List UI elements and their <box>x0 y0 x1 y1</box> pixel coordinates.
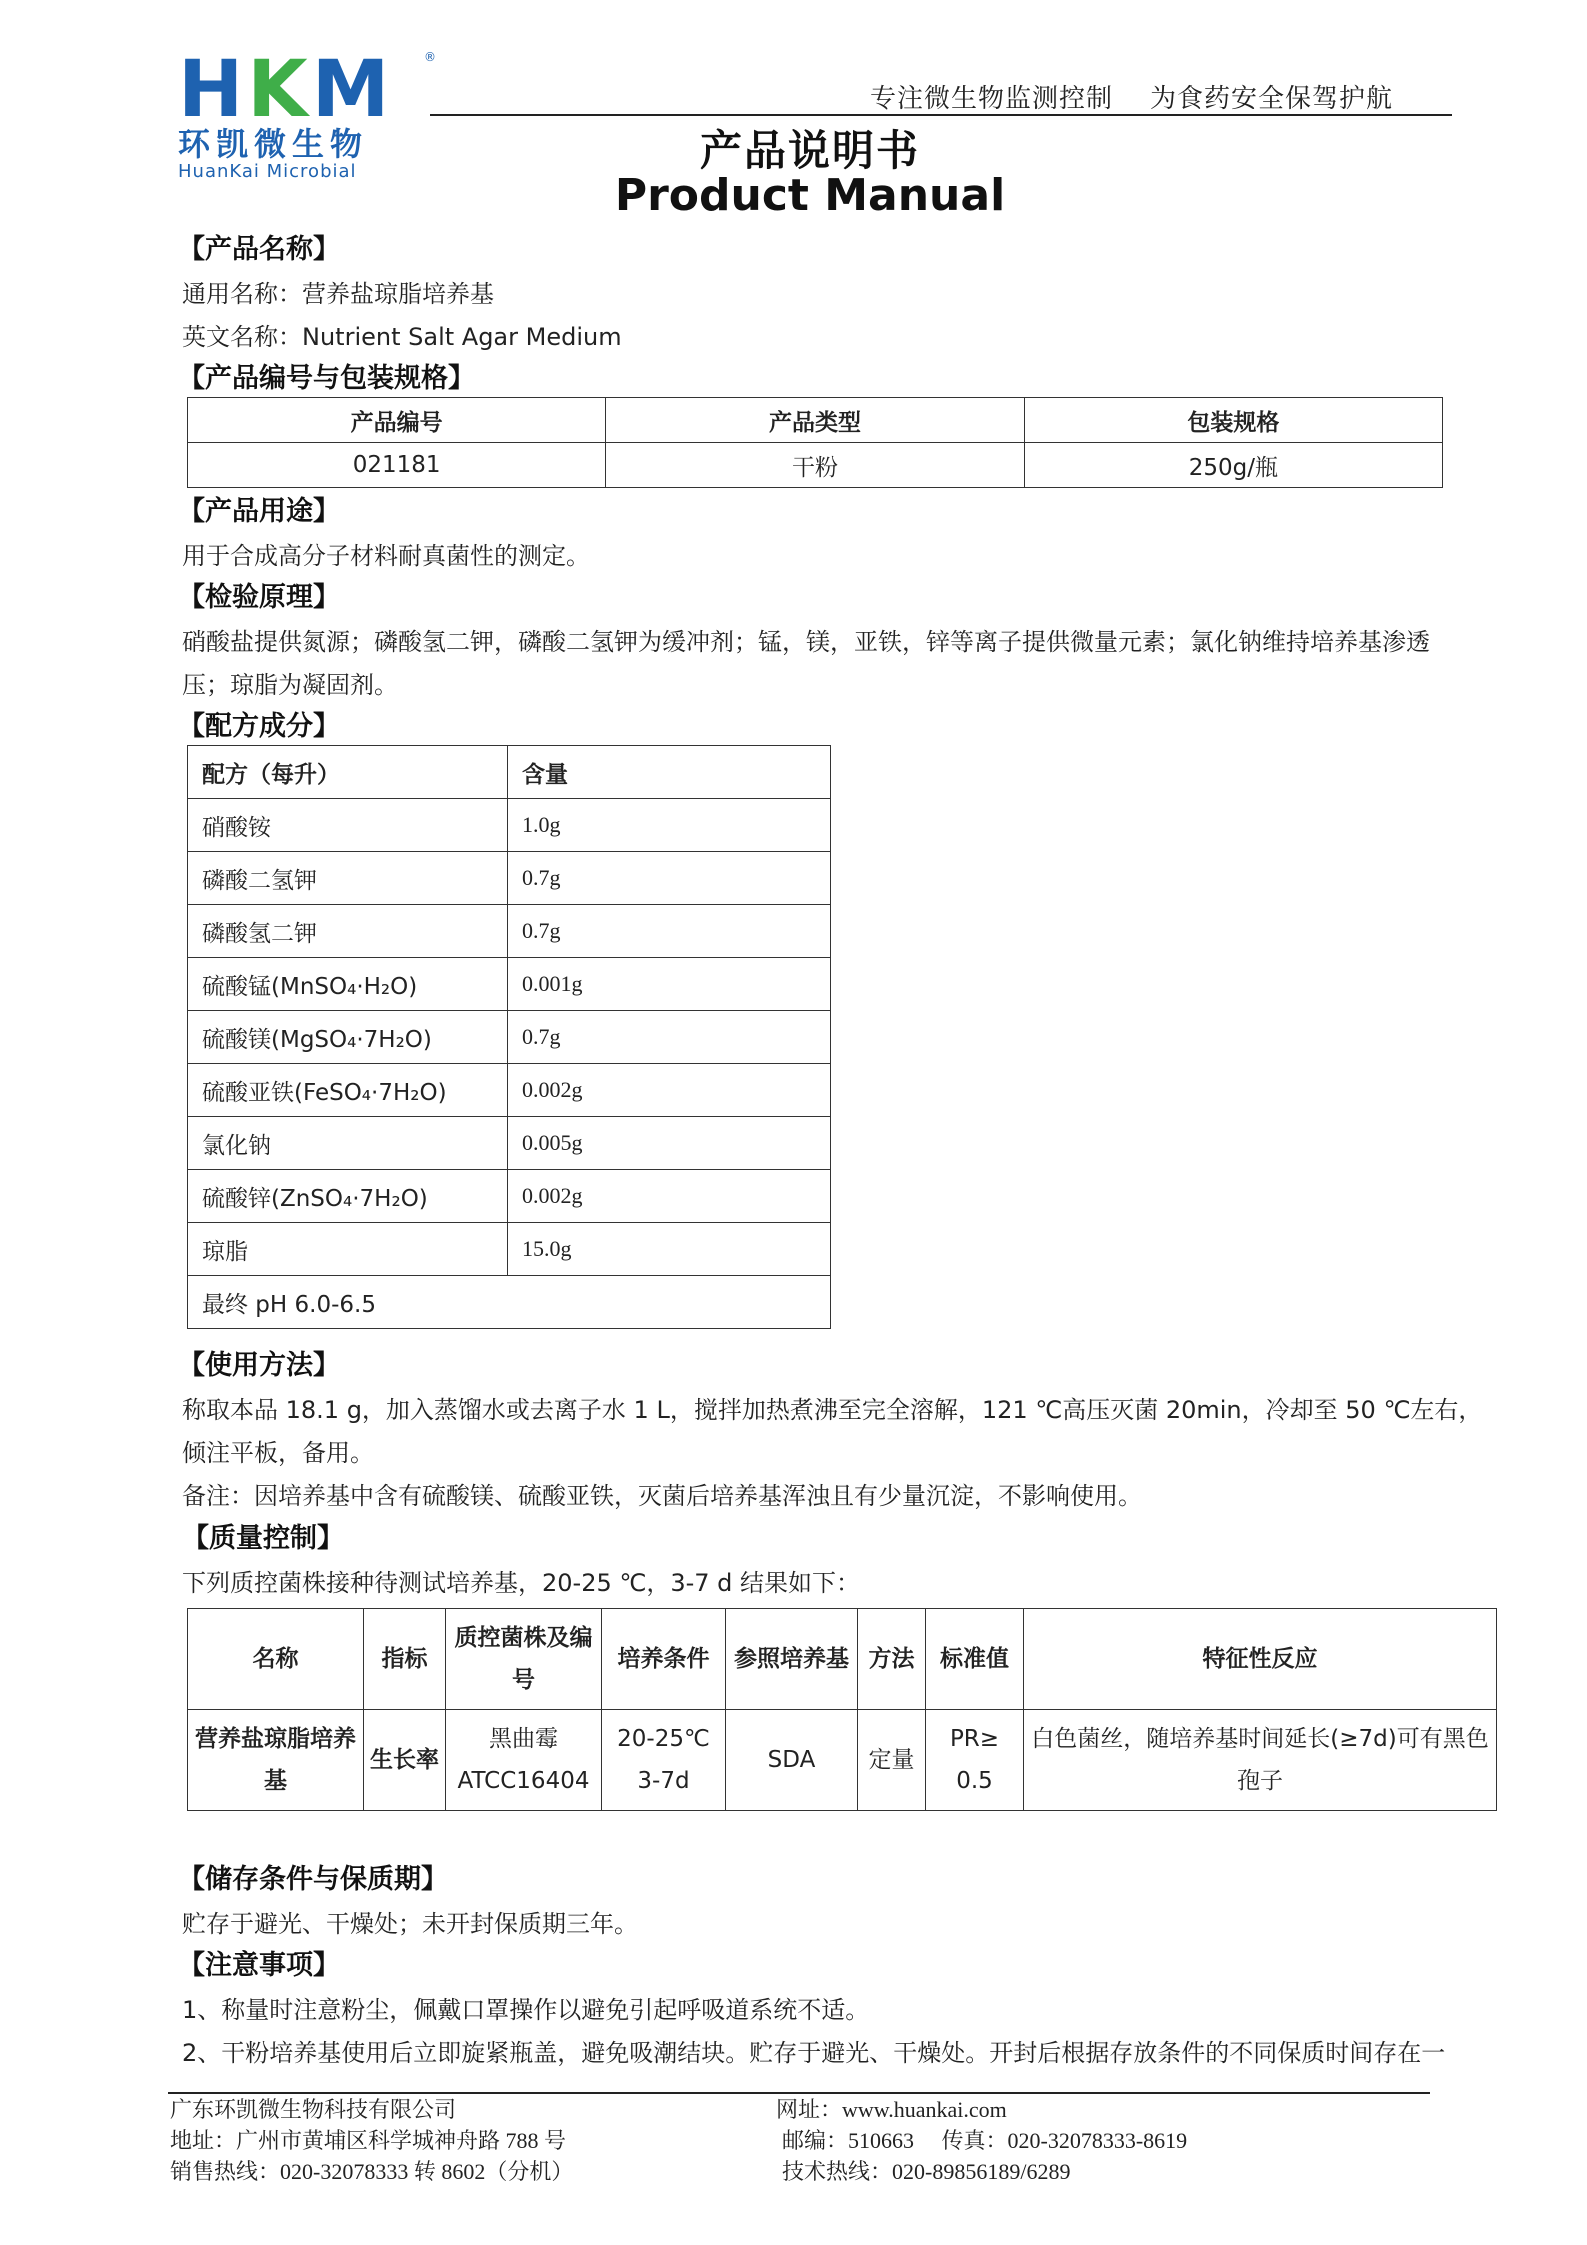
product-type: 干粉 <box>606 443 1024 488</box>
qc-method: 定量 <box>858 1710 926 1811</box>
header-cell: 参照培养基 <box>726 1609 858 1710</box>
formula-table <box>187 745 831 1329</box>
qc-name: 营养盐琼脂培养基 <box>188 1710 364 1811</box>
section-heading-code: 【产品编号与包装规格】 <box>178 363 475 394</box>
table-row <box>188 443 1443 488</box>
registered-icon: ® <box>424 50 436 64</box>
product-code: 021181 <box>188 443 606 488</box>
ingredient-amount: 15.0g <box>508 1223 831 1276</box>
note-2: 2、干粉培养基使用后立即旋紧瓶盖，避免吸潮结块。贮存于避光、干燥处。开封后根据存放条件的不同保质时间存在一 <box>182 2039 1446 2067</box>
header-cell: 特征性反应 <box>1024 1609 1497 1710</box>
logo-chinese-name: 环凯微生物 <box>178 125 369 163</box>
ingredient-name: 硫酸锰(MnSO₄·H₂O) <box>188 958 508 1011</box>
title-chinese: 产品说明书 <box>699 126 920 175</box>
section-heading-qc: 【质量控制】 <box>182 1523 344 1554</box>
ingredient-name: 氯化钠 <box>188 1117 508 1170</box>
ingredient-amount: 0.002g <box>508 1170 831 1223</box>
footer-address: 地址：广州市黄埔区科学城神舟路 788 号 <box>170 2128 567 2153</box>
header-cell: 配方（每升） <box>188 746 508 799</box>
ingredient-amount: 0.7g <box>508 852 831 905</box>
english-name: 英文名称：Nutrient Salt Agar Medium <box>182 323 622 351</box>
header-cell: 名称 <box>188 1609 364 1710</box>
header-cell: 包装规格 <box>1024 398 1442 443</box>
header-cell: 含量 <box>508 746 831 799</box>
method-note: 备注：因培养基中含有硫酸镁、硫酸亚铁，灭菌后培养基浑浊且有少量沉淀，不影响使用。 <box>182 1482 1142 1510</box>
table-header-row <box>188 398 1443 443</box>
section-heading-notes: 【注意事项】 <box>178 1950 340 1981</box>
ingredient-name: 磷酸氢二钾 <box>188 905 508 958</box>
header-cell: 标准值 <box>926 1609 1024 1710</box>
ingredient-name: 磷酸二氢钾 <box>188 852 508 905</box>
note-1: 1、称量时注意粉尘，佩戴口罩操作以避免引起呼吸道系统不适。 <box>182 1996 870 2024</box>
ingredient-name: 硝酸铵 <box>188 799 508 852</box>
qc-indicator: 生长率 <box>364 1710 446 1811</box>
qc-condition: 20-25℃ 3-7d <box>602 1710 726 1811</box>
table-row <box>188 1276 831 1329</box>
ingredient-name: 硫酸锌(ZnSO₄·7H₂O) <box>188 1170 508 1223</box>
section-heading-name: 【产品名称】 <box>178 234 340 265</box>
section-heading-usage: 【产品用途】 <box>178 496 340 527</box>
qc-intro: 下列质控菌株接种待测试培养基，20-25 ℃，3-7 d 结果如下： <box>182 1569 861 1597</box>
header-cell: 培养条件 <box>602 1609 726 1710</box>
table-row <box>188 905 831 958</box>
table-header-row <box>188 746 831 799</box>
package-spec: 250g/瓶 <box>1024 443 1442 488</box>
table-row <box>188 1011 831 1064</box>
qc-reference: SDA <box>726 1710 858 1811</box>
ingredient-amount: 0.002g <box>508 1064 831 1117</box>
ingredient-amount: 0.7g <box>508 1011 831 1064</box>
qc-reaction: 白色菌丝，随培养基时间延长(≥7d)可有黑色孢子 <box>1024 1710 1497 1811</box>
table-row <box>188 1117 831 1170</box>
section-heading-formula: 【配方成分】 <box>178 711 340 742</box>
slogan: 专注微生物监测控制 为食药安全保驾护航 <box>870 84 1394 114</box>
footer-company: 广东环凯微生物科技有限公司 <box>170 2097 457 2122</box>
table-row <box>188 799 831 852</box>
table-header-row <box>188 1609 1497 1710</box>
footer-tech: 技术热线：020-89856189/6289 <box>782 2159 1071 2184</box>
header-cell: 产品编号 <box>188 398 606 443</box>
header-cell: 指标 <box>364 1609 446 1710</box>
footer-postcode-fax: 邮编：510663 传真：020-32078333-8619 <box>782 2128 1188 2153</box>
qc-table <box>187 1608 1497 1811</box>
table-row <box>188 1710 1497 1811</box>
ingredient-amount: 0.001g <box>508 958 831 1011</box>
principle-line-2: 压；琼脂为凝固剂。 <box>182 671 398 699</box>
title-english: Product Manual <box>614 170 1006 221</box>
logo-english-name: HuanKai Microbial <box>178 161 357 182</box>
final-ph: 最终 pH 6.0-6.5 <box>188 1276 831 1329</box>
logo-mark: HKM <box>178 45 394 135</box>
method-line-2: 倾注平板，备用。 <box>182 1439 374 1467</box>
header-cell: 方法 <box>858 1609 926 1710</box>
qc-strain: 黑曲霉 ATCC16404 <box>446 1710 602 1811</box>
ingredient-amount: 1.0g <box>508 799 831 852</box>
storage-text: 贮存于避光、干燥处；未开封保质期三年。 <box>182 1910 638 1938</box>
section-heading-method: 【使用方法】 <box>178 1350 340 1381</box>
header-divider <box>430 114 1452 116</box>
section-heading-storage: 【储存条件与保质期】 <box>178 1864 448 1895</box>
ingredient-name: 硫酸镁(MgSO₄·7H₂O) <box>188 1011 508 1064</box>
table-row <box>188 1064 831 1117</box>
ingredient-amount: 0.7g <box>508 905 831 958</box>
ingredient-name: 琼脂 <box>188 1223 508 1276</box>
product-code-table <box>187 397 1443 488</box>
method-line-1: 称取本品 18.1 g，加入蒸馏水或去离子水 1 L，搅拌加热煮沸至完全溶解，121 ℃高压灭菌 20min，冷却至 50 ℃左右， <box>182 1396 1483 1424</box>
section-heading-principle: 【检验原理】 <box>178 582 340 613</box>
table-row <box>188 852 831 905</box>
generic-name: 通用名称：营养盐琼脂培养基 <box>182 280 494 308</box>
principle-line-1: 硝酸盐提供氮源；磷酸氢二钾，磷酸二氢钾为缓冲剂；锰，镁，亚铁，锌等离子提供微量元素；氯化钠维持培养基渗透 <box>182 628 1430 656</box>
table-row <box>188 1170 831 1223</box>
ingredient-amount: 0.005g <box>508 1117 831 1170</box>
footer-sales: 销售热线：020-32078333 转 8602（分机） <box>170 2159 574 2184</box>
ingredient-name: 硫酸亚铁(FeSO₄·7H₂O) <box>188 1064 508 1117</box>
usage-text: 用于合成高分子材料耐真菌性的测定。 <box>182 542 590 570</box>
table-row <box>188 958 831 1011</box>
header-cell: 质控菌株及编号 <box>446 1609 602 1710</box>
footer-website: 网址：www.huankai.com <box>776 2097 1007 2122</box>
header-cell: 产品类型 <box>606 398 1024 443</box>
table-row <box>188 1223 831 1276</box>
qc-standard: PR≥ 0.5 <box>926 1710 1024 1811</box>
